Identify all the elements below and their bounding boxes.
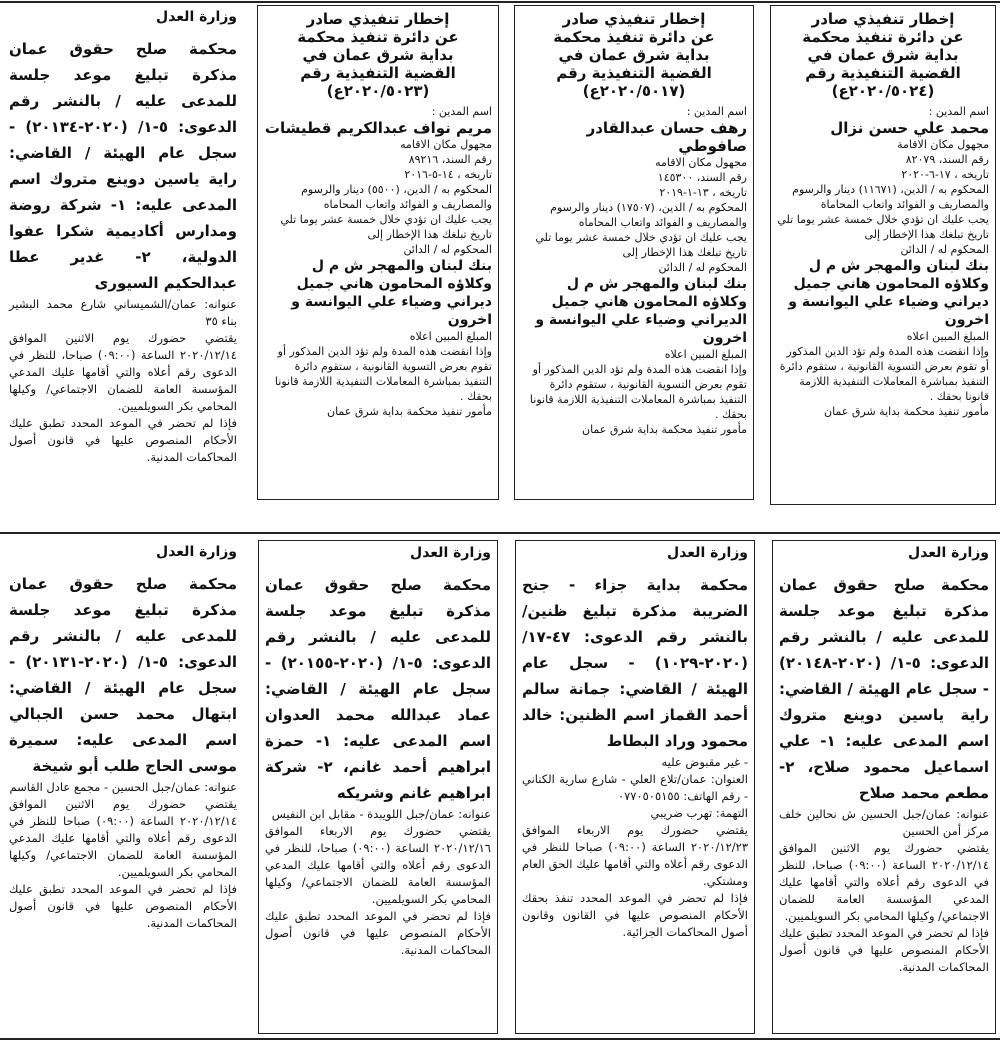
- debtor-label: اسم المدين :: [431, 105, 492, 118]
- ministry-heading: وزارة العدل: [156, 544, 237, 560]
- summons-body: محكمة بداية جزاء - جنح الضريبة مذكرة تبليغ ظنين/بالنشر رقم الدعوى: ٤٧-١٧/ (٢٠٢٠-١٠٢٩) - سجل عام الهيئة / القاضي: جمانة سالم أحمد القماز اسم الظنين: خالد محمود وراد البطاط: [522, 576, 748, 750]
- bond-number: رقم السند، ٨٢٠٧٩: [905, 153, 989, 166]
- defendant-address: العنوان: عمان/تلاع العلي - شارع سارية الكناني - رقم الهاتف: ٠٧٧٠٥٠٥١٥٥: [522, 772, 748, 803]
- court-summons-bottom-2: [515, 540, 755, 1034]
- defendant-address: عنوانه: عمان/جبل الحسين ش نحالين خلف مركز أمن الحسين: [779, 807, 989, 838]
- debtor-name: مريم نواف عبدالكريم قطيشات: [264, 119, 492, 137]
- duty-text: يجب عليك ان تؤدي خلال خمسة عشر يوما تلي تاريخ تبلغك هذا الإخطار إلى: [280, 213, 492, 241]
- amount: المحكوم به / الدين، (١٧٥٠٧) دينار والرسوم والمصاريف و الفوائد واتعاب المحاماه: [550, 201, 747, 229]
- summons-body: محكمة صلح حقوق عمان مذكرة تبليغ موعد جلسة للمدعى عليه / بالنشر رقم الدعوى: ٥-١/ (٢٠٢٠-٢٠١٣١) - سجل عام الهيئة / القاضي: ابتهال محمد حسن الجبالي اسم المدعى عليه: سميرة موسى الحاج طلب أبو شيخة: [9, 575, 237, 775]
- debtor-address: مجهول مكان الاقامه: [400, 138, 492, 151]
- debtor-label: اسم المدين :: [686, 105, 747, 118]
- duty-text: يجب عليك ان تؤدي خلال خمسة عشر يوما تلي تاريخ تبلغك هذا الإخطار إلى: [535, 231, 747, 259]
- creditor: بنك لبنان والمهجر ش م ل وكلاؤه المحامون هاني جميل الديراني وضياء علي اليوانسة و اخرون: [535, 276, 747, 346]
- amount: المحكوم به / الدين، (٥٥٠٠) دينار والرسوم والمصاريف و الفوائد واتعاب المحاماه: [301, 183, 492, 211]
- defendant-address: عنوانه: عمان/جبل اللويبدة - مقابل ابن النفيس: [271, 807, 491, 821]
- debtor-address: مجهول مكان الاقامة: [897, 138, 989, 151]
- amount: المحكوم به / الدين، (١١٦٧١) دينار والرسوم والمصاريف و الفوائد واتعاب المحاماة: [792, 183, 989, 211]
- bottom-border: [0, 1038, 1000, 1040]
- warning-text: فإذا لم تحضر في الموعد المحدد تنفذ بحقك الأحكام المنصوص عليها في القانون وقانون أصول المحاكمات الجزائية.: [522, 891, 748, 939]
- defendant-address: عنوانه: عمان/الشميساني شارع محمد البشير بناء ٣٥: [9, 297, 237, 328]
- attendance-text: يقتضي حضورك يوم الاثنين الموافق ٢٠٢٠/١٢/١٤ الساعة (٠٩:٠٠) صباحا، للنظر في الدعوى رقم أعلاه والتي أقامها عليك المدعي المؤسسة العامة للضمان الاجتماعي/ وكيلها المحامي بكر السويلميين.: [779, 841, 989, 923]
- middle-divider: [0, 532, 1000, 534]
- charge: التهمة: تهرب ضريبي: [650, 806, 748, 820]
- bond-date: تاريخه ، ١٣-١-٢٠١٩: [659, 186, 747, 199]
- attendance-text: يقتضي حضورك يوم الاثنين الموافق ٢٠٢٠/١٢/١٤ الساعة (٠٩:٠٠) صباحا للنظر في الدعوى رقم أعلاه والتي أقامها عليك المدعي المؤسسة العامة للضمان الاجتماعي/ وكيلها المحامي بكر السويلميين.: [9, 797, 237, 879]
- creditor-label: المحكوم له / الدائن: [403, 243, 492, 256]
- notice-title: إخطار تنفيذي صادر عن دائرة تنفيذ محكمة بداية شرق عمان في القضية التنفيذية رقم (٢٠٢٠/٥٠٢٣ع): [297, 10, 459, 100]
- attendance-text: يقتضي حضورك يوم الاثنين الموافق ٢٠٢٠/١٢/١٤ الساعة (٠٩:٠٠) صباحا، للنظر في الدعوى رقم أعلاه والتي أقامها عليك المدعي المؤسسة العامة للضمان الاجتماعي/ وكيلها المحامي بكر السويلميين.: [9, 331, 237, 413]
- signature: مأمور تنفيذ محكمة بداية شرق عمان: [824, 405, 989, 418]
- creditor-label: المحكوم له / الدائن: [658, 261, 747, 274]
- bond-date: تاريخه ، ١٤-٥-٢٠١٦: [404, 168, 492, 181]
- attendance-text: يقتضي حضورك يوم الاربعاء الموافق ٢٠٢٠/١٢/١٦ الساعة (٠٩:٠٠) صباحا، للنظر في الدعوى رقم أعلاه والتي أقامها عليك المدعي المؤسسة العامة للضمان الاجتماعي/ وكيلها المحامي بكر السويلميين.: [265, 824, 491, 906]
- creditor: بنك لبنان والمهجر ش م ل وكلاؤه المحامون هاني جميل ديراني وضياء علي اليوانسة و اخرون: [291, 258, 492, 328]
- summons-body: محكمة صلح حقوق عمان مذكرة تبليغ موعد جلسة للمدعى عليه / بالنشر رقم الدعوى: ٥-١/ (٢٠٢٠-٢٠١٤٨) - سجل عام الهيئة / القاضي: راية ياسين دوينع متروك اسم المدعى عليه: ١- علي اسماعيل محمود صلاح، ٢- مطعم محمد صلاح: [779, 576, 990, 802]
- debtor-label: اسم المدين :: [928, 105, 989, 118]
- warning-text: وإذا انقضت هذه المدة ولم تؤد الدين المذكور أو تقوم بعرض التسوية القانونية ، ستقوم دائرة التنفيذ بمباشرة المعاملات التنفيذية اللازمة قانونا بحقك .: [274, 345, 492, 403]
- summons-body: محكمة صلح حقوق عمان مذكرة تبليغ موعد جلسة للمدعى عليه / بالنشر رقم الدعوى: ٥-١/ (٢٠٢٠-٢٠١٣٤) - سجل عام الهيئة / القاضي: راية ياسين دوينع متروك اسم المدعى عليه: ١- شركة روضة ومدارس أكاديمية شكرا عفوا الدولية، ٢- غدير عطا عبدالحكيم السيورى: [9, 40, 238, 292]
- court-summons-bottom-1: [772, 540, 996, 1034]
- signature: مأمور تنفيذ محكمة بداية شرق عمان: [582, 423, 747, 436]
- ministry-heading: وزارة العدل: [410, 545, 491, 561]
- bond-number: رقم السند، ١٤٥٣٠٠: [657, 171, 747, 184]
- notice-title: إخطار تنفيذي صادر عن دائرة تنفيذ محكمة بداية شرق عمان في القضية التنفيذية رقم (٢٠٢٠/٥٠٢٤ع): [802, 10, 964, 100]
- notice-title: إخطار تنفيذي صادر عن دائرة تنفيذ محكمة بداية شرق عمان في القضية التنفيذية رقم (٢٠٢٠/٥٠١٧ع): [553, 10, 715, 100]
- court-summons-bottom-3: [258, 540, 498, 1034]
- amount-note: المبلغ المبين اعلاه: [409, 330, 492, 343]
- bond-date: تاريخه ، ١٧-٦-٢٠٢٠: [901, 168, 989, 181]
- warning-text: وإذا انقضت هذه المدة ولم تؤد الدين المذكور أو تقوم بعرض التسوية القانونية ، ستقوم دائرة التنفيذ بمباشرة المعاملات التنفيذية اللازمة قانونا بحقك .: [529, 363, 747, 421]
- court-summons-bottom-4: [3, 540, 243, 1034]
- warning-text: فإذا لم تحضر في الموعد المحدد تطبق عليك الأحكام المنصوص عليها في قانون أصول المحاكمات المدنية.: [779, 926, 989, 974]
- debtor-name: محمد علي حسن نزال: [830, 119, 989, 137]
- warning-text: وإذا انقضت هذه المدة ولم تؤد الدين المذكور أو تقوم بعرض التسوية القانونية ، ستقوم دائرة التنفيذ بمباشرة المعاملات التنفيذية اللازمة قانونا بحقك .: [779, 345, 989, 403]
- warning-text: فإذا لم تحضر في الموعد المحدد تطبق عليك الأحكام المنصوص عليها في قانون أصول المحاكمات المدنية.: [265, 909, 491, 957]
- custody-status: - غير مقبوض عليه: [661, 755, 748, 769]
- summons-body: محكمة صلح حقوق عمان مذكرة تبليغ موعد جلسة للمدعى عليه / بالنشر رقم الدعوى: ٥-١/ (٢٠٢٠-٢٠١٥٥) - سجل عام الهيئة / القاضي: عماد عبدالله محمد العدوان اسم المدعى عليه: ١- حمزة ابراهيم أحمد غانم، ٢- شركة ابراهيم غانم وشريكه: [265, 576, 492, 802]
- debtor-address: مجهول مكان الاقامه: [655, 156, 747, 169]
- creditor-label: المحكوم له / الدائن: [900, 243, 989, 256]
- execution-notice-2: [514, 5, 754, 500]
- amount-note: المبلغ المبين اعلاه: [906, 330, 989, 343]
- creditor: بنك لبنان والمهجر ش م ل وكلاؤه المحامون هاني جميل ديراني وضياء علي اليوانسة و اخرون: [788, 258, 989, 328]
- warning-text: فإذا لم تحضر في الموعد المحدد تطبق عليك الأحكام المنصوص عليها في قانون أصول المحاكمات المدنية.: [9, 882, 237, 930]
- debtor-name: رهف حسان عبدالقادر صافوطي: [586, 119, 747, 155]
- duty-text: يجب عليك ان تؤدي خلال خمسة عشر يوما تلي تاريخ تبلغك هذا الإخطار إلى: [777, 213, 989, 241]
- bond-number: رقم السند، ٨٩٢١٦: [408, 153, 492, 166]
- defendant-address: عنوانه: عمان/جبل الحسين - مجمع عادل القاسم: [9, 780, 237, 794]
- signature: مأمور تنفيذ محكمة بداية شرق عمان: [327, 405, 492, 418]
- warning-text: فإذا لم تحضر في الموعد المحدد تطبق عليك الأحكام المنصوص عليها في قانون أصول المحاكمات المدنية.: [9, 416, 237, 464]
- amount-note: المبلغ المبين اعلاه: [664, 348, 747, 361]
- ministry-heading: وزارة العدل: [156, 9, 237, 25]
- top-border: [0, 1, 1000, 3]
- attendance-text: يقتضي حضورك يوم الاربعاء الموافق ٢٠٢٠/١٢/٢٣ الساعة (٠٩:٠٠) صباحا للنظر في الدعوى رقم أعلاه والتي أقامها عليك الحق العام ومشتكي.: [522, 823, 748, 888]
- ministry-heading: وزارة العدل: [908, 545, 989, 561]
- execution-notice-1: [770, 5, 996, 505]
- ministry-heading: وزارة العدل: [667, 545, 748, 561]
- court-summons-top-left: [3, 5, 243, 525]
- execution-notice-3: [257, 5, 499, 500]
